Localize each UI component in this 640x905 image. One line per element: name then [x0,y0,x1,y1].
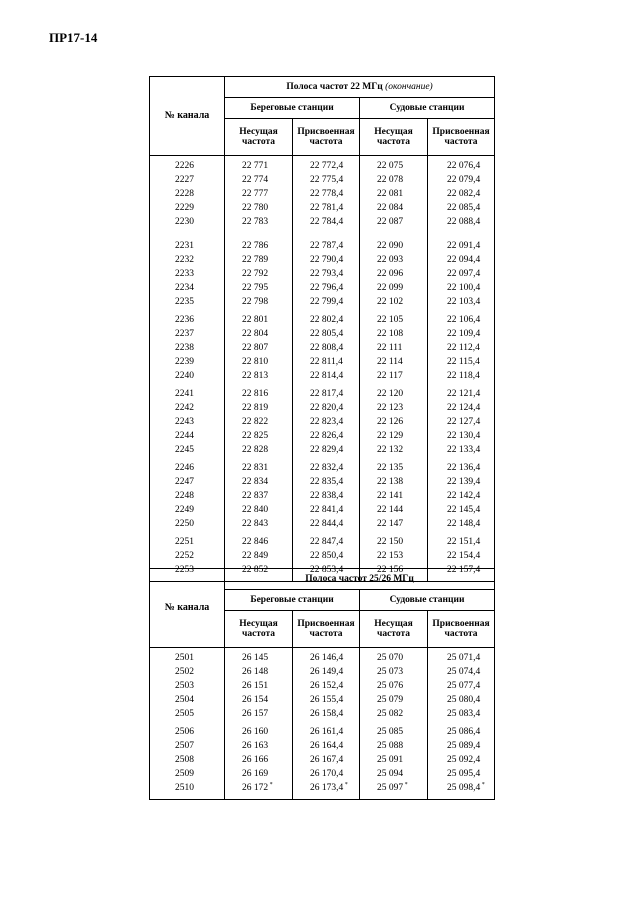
frequency-value: 22 126 [377,417,404,427]
frequency-value: 22 805,4 [310,329,344,339]
frequency-value: 22 120 [377,389,404,399]
channel-number: 2252 [175,551,194,561]
frequency-value: 25 071,4 [447,653,481,663]
ship-carrier-header: Несущая частота [360,611,428,648]
channel-number: 2228 [175,189,194,199]
channel-number: 2505 [175,709,194,719]
frequency-value: 26 172 * [242,781,273,793]
coast-carrier-column [225,156,293,582]
frequency-value: 22 079,4 [447,175,481,185]
frequency-value: 22 088,4 [447,217,481,227]
page-identifier: ПР17-14 [49,30,98,45]
channel-number: 2503 [175,681,194,691]
channel-number: 2248 [175,491,194,501]
frequency-value: 22 832,4 [310,463,344,473]
channel-number: 2240 [175,371,194,381]
frequency-value: 22 117 [377,371,403,381]
frequency-value: 22 124,4 [447,403,481,413]
frequency-value: 25 074,4 [447,667,481,677]
frequency-value: 22 849 [242,551,269,561]
frequency-value: 22 105 [377,315,404,325]
channel-number: 2504 [175,695,194,705]
frequency-value: 22 847,4 [310,537,344,547]
frequency-value: 22 784,4 [310,217,344,227]
frequency-value: 26 149,4 [310,667,344,677]
footnote-marker: * [480,781,485,788]
frequency-value: 22 138 [377,477,404,487]
frequency-value: 22 075 [377,161,404,171]
frequency-value: 22 115,4 [447,357,480,367]
frequency-value: 22 109,4 [447,329,481,339]
frequency-value: 22 843 [242,519,269,529]
frequency-value: 22 814,4 [310,371,344,381]
frequency-value: 25 097 * [377,781,408,793]
frequency-value: 22 141 [377,491,404,501]
frequency-value: 25 086,4 [447,727,481,737]
channel-number: 2251 [175,537,194,547]
coast-assigned-header: Присвоенная частота [293,119,360,156]
channel-number: 2242 [175,403,194,413]
frequency-value: 25 079 [377,695,404,705]
channel-number: 2502 [175,667,194,677]
frequency-value: 22 792 [242,269,269,279]
frequency-value: 26 167,4 [310,755,344,765]
coast-carrier-header: Несущая частота [225,119,293,156]
frequency-value: 22 135 [377,463,404,473]
frequency-value: 22 834 [242,477,269,487]
frequency-value: 22 114 [377,357,403,367]
band-header [225,569,495,590]
frequency-value: 22 795 [242,283,269,293]
frequency-value: 22 118,4 [447,371,480,381]
channel-number: 2227 [175,175,194,185]
frequency-value: 25 091 [377,755,404,765]
frequency-value: 22 808,4 [310,343,344,353]
channel-number: 2244 [175,431,194,441]
channel-number: 2241 [175,389,194,399]
frequency-value: 25 095,4 [447,769,481,779]
coast-assigned-header: Присвоенная частота [293,611,360,648]
frequency-value: 22 129 [377,431,404,441]
frequency-value: 22 783 [242,217,269,227]
ship-assigned-column [428,648,495,800]
band-title: Полоса частот 22 МГц [286,82,383,92]
frequency-value: 26 154 [242,695,269,705]
frequency-value: 22 130,4 [447,431,481,441]
channel-number: 2245 [175,445,194,455]
channel-number: 2506 [175,727,194,737]
frequency-value: 26 164,4 [310,741,344,751]
channel-number: 2231 [175,241,194,251]
frequency-value: 26 158,4 [310,709,344,719]
frequency-value: 25 083,4 [447,709,481,719]
frequency-value: 22 826,4 [310,431,344,441]
channel-number: 2509 [175,769,194,779]
channel-number: 2253 [175,565,194,575]
ship-stations-header: Судовые станции [360,98,495,119]
band-note: (окончание) [385,82,433,92]
channel-number: 2250 [175,519,194,529]
frequency-value: 22 148,4 [447,519,481,529]
table-body-row [150,156,495,582]
frequency-value: 25 082 [377,709,404,719]
frequency-value: 22 096 [377,269,404,279]
ship-assigned-header: Присвоенная частота [428,119,495,156]
ship-assigned-column [428,156,495,582]
channel-number: 2249 [175,505,194,515]
frequency-value: 22 786 [242,241,269,251]
frequency-value: 22 825 [242,431,269,441]
channel-number: 2236 [175,315,194,325]
frequency-value: 22 082,4 [447,189,481,199]
frequency-value: 22 835,4 [310,477,344,487]
frequency-value: 22 093 [377,255,404,265]
frequency-value: 22 778,4 [310,189,344,199]
frequency-value: 22 820,4 [310,403,344,413]
frequency-value: 22 850,4 [310,551,344,561]
frequency-value: 22 844,4 [310,519,344,529]
frequency-value: 22 853,4 [310,565,344,575]
frequency-value: 26 152,4 [310,681,344,691]
channel-header: № канала [150,569,225,648]
frequency-value: 22 852 [242,565,269,575]
frequency-value: 25 089,4 [447,741,481,751]
frequency-value: 22 145,4 [447,505,481,515]
channel-number: 2229 [175,203,194,213]
frequency-value: 22 087 [377,217,404,227]
frequency-value: 22 799,4 [310,297,344,307]
ship-carrier-column [360,648,428,800]
frequency-value: 22 144 [377,505,404,515]
frequency-value: 22 789 [242,255,269,265]
frequency-value: 22 099 [377,283,404,293]
frequency-value: 25 076 [377,681,404,691]
coast-carrier-column [225,648,293,800]
frequency-value: 22 829,4 [310,445,344,455]
frequency-value: 22 819 [242,403,269,413]
channel-number: 2232 [175,255,194,265]
frequency-value: 22 774 [242,175,269,185]
frequency-value: 26 161,4 [310,727,344,737]
frequency-value: 22 108 [377,329,404,339]
frequency-value: 22 147 [377,519,404,529]
frequency-value: 25 098,4 * [447,781,485,793]
frequency-value: 22 111 [377,343,403,353]
frequency-value: 22 811,4 [310,357,343,367]
channel-number: 2247 [175,477,194,487]
frequency-value: 22 121,4 [447,389,481,399]
frequency-value: 22 804 [242,329,269,339]
frequency-value: 22 840 [242,505,269,515]
footnote-marker: * [268,781,273,788]
frequency-value: 22 801 [242,315,269,325]
coast-carrier-header: Несущая частота [225,611,293,648]
frequency-value: 22 156 [377,565,404,575]
channel-column [150,156,225,582]
frequency-value: 22 097,4 [447,269,481,279]
frequency-value: 22 103,4 [447,297,481,307]
frequency-value: 22 112,4 [447,343,480,353]
frequency-value: 22 136,4 [447,463,481,473]
frequency-value: 22 084 [377,203,404,213]
frequency-value: 22 837 [242,491,269,501]
footnote-marker: * [343,781,348,788]
frequency-value: 22 822 [242,417,269,427]
channel-number: 2235 [175,297,194,307]
frequency-value: 22 817,4 [310,389,344,399]
channel-number: 2234 [175,283,194,293]
channel-column [150,648,225,800]
frequency-value: 26 146,4 [310,653,344,663]
frequency-value: 22 133,4 [447,445,481,455]
frequency-value: 22 153 [377,551,404,561]
frequency-value: 22 816 [242,389,269,399]
frequency-value: 22 823,4 [310,417,344,427]
channel-number: 2507 [175,741,194,751]
frequency-value: 25 088 [377,741,404,751]
frequency-value: 26 163 [242,741,269,751]
frequency-value: 22 090 [377,241,404,251]
frequency-value: 25 092,4 [447,755,481,765]
frequency-value: 22 780 [242,203,269,213]
channel-number: 2501 [175,653,194,663]
frequency-value: 22 798 [242,297,269,307]
frequency-value: 26 157 [242,709,269,719]
frequency-value: 25 070 [377,653,404,663]
frequency-value: 26 148 [242,667,269,677]
frequency-value: 22 781,4 [310,203,344,213]
frequency-value: 22 132 [377,445,404,455]
frequency-value: 25 073 [377,667,404,677]
coast-assigned-column [293,648,360,800]
frequency-value: 22 091,4 [447,241,481,251]
coast-assigned-column [293,156,360,582]
coast-stations-header: Береговые станции [225,98,360,119]
frequency-value: 22 793,4 [310,269,344,279]
frequency-value: 22 150 [377,537,404,547]
frequency-value: 26 170,4 [310,769,344,779]
frequency-value: 26 173,4 * [310,781,348,793]
frequency-value: 22 151,4 [447,537,481,547]
frequency-value: 25 077,4 [447,681,481,691]
frequency-value: 22 777 [242,189,269,199]
frequency-value: 22 154,4 [447,551,481,561]
channel-number: 2508 [175,755,194,765]
frequency-value: 26 169 [242,769,269,779]
frequency-value: 22 846 [242,537,269,547]
frequency-value: 22 831 [242,463,269,473]
frequency-value: 22 123 [377,403,404,413]
channel-number: 2237 [175,329,194,339]
frequency-value: 25 085 [377,727,404,737]
frequency-value: 22 081 [377,189,404,199]
frequency-value: 22 810 [242,357,269,367]
frequency-value: 26 160 [242,727,269,737]
frequency-value: 22 838,4 [310,491,344,501]
frequency-value: 26 145 [242,653,269,663]
frequency-table-22mhz [149,76,495,582]
channel-number: 2233 [175,269,194,279]
ship-assigned-header: Присвоенная частота [428,611,495,648]
channel-number: 2510 [175,783,194,793]
frequency-value: 22 142,4 [447,491,481,501]
frequency-value: 22 127,4 [447,417,481,427]
frequency-value: 22 807 [242,343,269,353]
frequency-value: 22 796,4 [310,283,344,293]
frequency-value: 22 775,4 [310,175,344,185]
frequency-value: 22 094,4 [447,255,481,265]
frequency-value: 25 080,4 [447,695,481,705]
table-body-row [150,648,495,800]
frequency-value: 22 828 [242,445,269,455]
band-header [225,77,495,98]
frequency-value: 22 085,4 [447,203,481,213]
channel-number: 2239 [175,357,194,367]
channel-number: 2246 [175,463,194,473]
frequency-value: 22 076,4 [447,161,481,171]
frequency-value: 22 100,4 [447,283,481,293]
frequency-value: 26 166 [242,755,269,765]
ship-stations-header: Судовые станции [360,590,495,611]
ship-carrier-header: Несущая частота [360,119,428,156]
frequency-value: 22 771 [242,161,269,171]
frequency-value: 26 151 [242,681,269,691]
band-title: Полоса частот 25/26 МГц [305,574,414,584]
frequency-value: 22 078 [377,175,404,185]
channel-number: 2226 [175,161,194,171]
frequency-value: 22 772,4 [310,161,344,171]
frequency-value: 26 155,4 [310,695,344,705]
channel-number: 2243 [175,417,194,427]
frequency-value: 22 790,4 [310,255,344,265]
frequency-value: 22 157,4 [447,565,481,575]
channel-number: 2230 [175,217,194,227]
channel-header: № канала [150,77,225,156]
footnote-marker: * [403,781,408,788]
frequency-value: 22 802,4 [310,315,344,325]
frequency-value: 25 094 [377,769,404,779]
frequency-value: 22 102 [377,297,404,307]
frequency-value: 22 813 [242,371,269,381]
frequency-value: 22 841,4 [310,505,344,515]
frequency-value: 22 139,4 [447,477,481,487]
frequency-value: 22 787,4 [310,241,344,251]
ship-carrier-column [360,156,428,582]
coast-stations-header: Береговые станции [225,590,360,611]
frequency-value: 22 106,4 [447,315,481,325]
channel-number: 2238 [175,343,194,353]
frequency-table-25-26mhz [149,568,495,800]
